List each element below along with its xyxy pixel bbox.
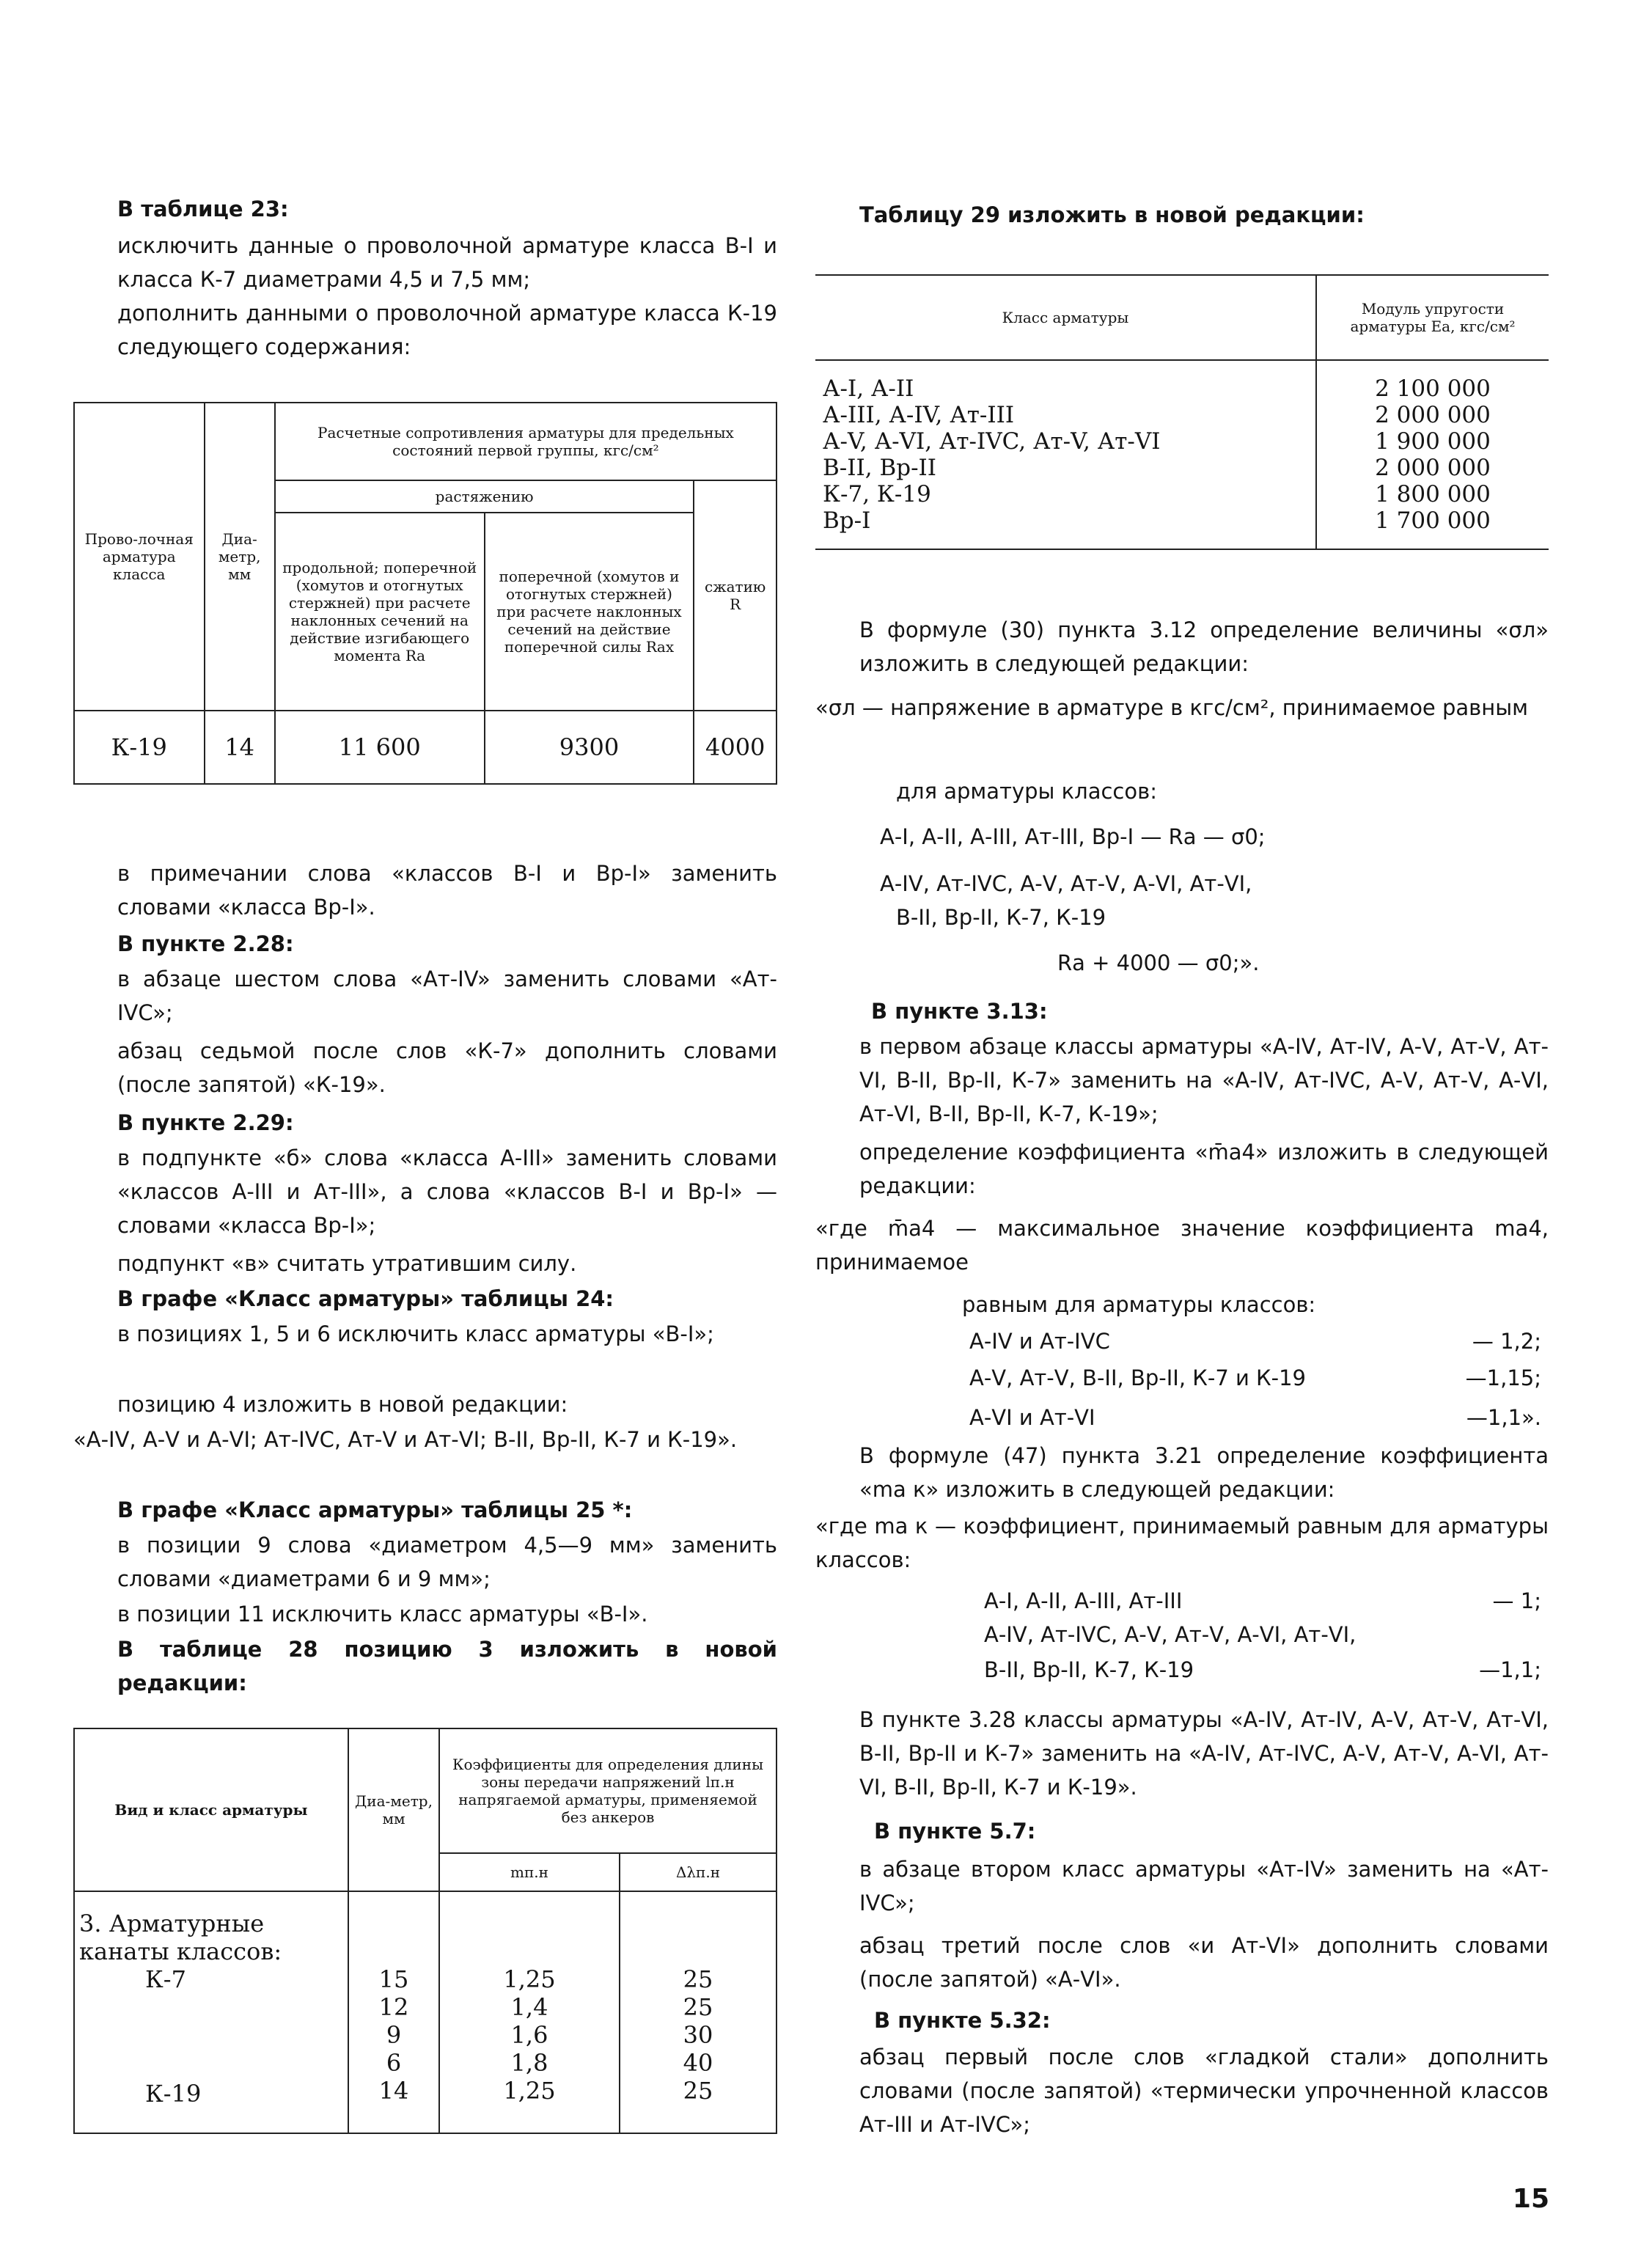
col-header-m: mп.н [439,1853,620,1891]
paragraph: позицию 4 изложить в новой редакции: [117,1392,568,1417]
coef-class: А-VI и Ат-VI [969,1405,1095,1430]
coef-class: А-V, Ат-V, В-II, Вр-II, К-7 и К-19 [969,1365,1307,1390]
heading-table-29: Таблицу 29 изложить в новой редакции: [859,202,1365,227]
paragraph: подпункт «в» считать утратившим силу. [117,1251,577,1276]
coef-row [969,1361,1541,1395]
heading-5-7: В пункте 5.7: [874,1819,1036,1844]
heading-2-29: В пункте 2.29: [117,1110,294,1135]
paragraph: в примечании слова «классов В-I и Вр-I» заменить словами «класса Вр-I». [117,861,777,920]
formula-line: А-I, А-II, А-III, Ат-III, Вр-I — Rа — σ0; [880,824,1266,849]
cell: 14 [205,711,275,784]
paragraph: определение коэффициента «m̄а4» изложить в следующей редакции: [859,1140,1549,1198]
heading-table-24: В графе «Класс арматуры» таблицы 24: [117,1286,614,1311]
cell: 30 [683,2021,713,2049]
paragraph: исключить данные о проволочной арматуре класса В-I и класса К-7 диаметрами 4,5 и 7,5 мм; [117,233,777,292]
col-header-group: Коэффициенты для определения длины зоны передачи напряжений lп.н напрягаемой арматуры, применяемой без анкеров [439,1728,777,1853]
coef-class: В-II, Вр-II, К-7, К-19 [984,1657,1194,1682]
cell: 9300 [485,711,694,784]
coef-row [984,1618,1541,1651]
cell: 25 [683,1993,713,2021]
col-header-group: Расчетные сопротивления арматуры для предельных состояний первой группы, кгс/см² [275,403,777,480]
cell: 40 [683,2049,713,2077]
heading-5-32: В пункте 5.32: [874,2008,1051,2033]
heading-table-25: В графе «Класс арматуры» таблицы 25 *: [117,1497,633,1522]
cell: 1,6 [510,2021,548,2049]
paragraph: абзац седьмой после слов «К-7» дополнить словами (после запятой) «К-19». [117,1038,777,1097]
col-header-dl: Δλп.н [620,1853,777,1891]
cell: 1,25 [503,2077,556,2105]
heading-table-28: В таблице 28 позицию 3 изложить в новой редакции: [117,1637,777,1695]
cell: 1 900 000 [1375,428,1491,455]
coef-row [969,1401,1541,1434]
table-29 [815,274,1549,550]
paragraph: в позициях 1, 5 и 6 исключить класс арматуры «В-I»; [117,1321,714,1346]
cell: 9 [386,2021,402,2049]
cell: 2 000 000 [1375,455,1491,481]
cell: 1 700 000 [1375,507,1491,534]
formula-line: Rа + 4000 — σ0;». [1057,950,1260,975]
row-k7: К-7 [145,1965,186,1993]
coef-class: А-IV и Ат-IVC [969,1329,1110,1354]
cell: 1,25 [503,1965,556,1993]
col-header-class: Прово-лочная арматура класса [74,403,205,711]
coef-class: А-IV, Ат-IVC, А-V, Ат-V, А-VI, Ат-VI, [984,1622,1357,1647]
paragraph: абзац третий после слов «и Ат-VI» дополнить словами (после запятой) «А-VI». [859,1933,1549,1992]
paragraph: для арматуры классов: [896,779,1157,804]
table-row: К-7, К-19 [823,481,931,507]
col-header-kind: Вид и класс арматуры [74,1728,348,1891]
formula-line: В-II, Вр-II, К-7, К-19 [896,905,1106,930]
paragraph: в абзаце шестом слова «Ат-IV» заменить словами «Ат-IVC»; [117,967,777,1025]
table-23 [73,402,777,785]
paragraph: в позиции 11 исключить класс арматуры «В-I». [117,1602,648,1627]
heading-2-28: В пункте 2.28: [117,931,294,956]
coef-row [984,1653,1541,1687]
cell: 4000 [694,711,777,784]
paragraph: «σл — напряжение в арматуре в кгс/см², принимаемое равным [815,695,1528,720]
coef-row [969,1324,1541,1358]
cell: 2 000 000 [1375,402,1491,428]
paragraph: в первом абзаце классы арматуры «А-IV, Ат-IV, А-V, Ат-V, Ат-VI, В-II, Вр-II, К-7» заменить на «А-IV, Ат-IVC, А-V, Ат-V, А-VI, Ат-VI, В-II, Вр-II, К-7, К-19»; [859,1034,1549,1126]
paragraph: В формуле (30) пункта 3.12 определение величины «σл» изложить в следующей редакции: [859,617,1549,676]
table-row: А-I, А-II [823,375,914,402]
coef-value: — 1; [1492,1588,1541,1613]
row-k19: К-19 [145,2080,202,2108]
col-header-diameter: Диа-метр, мм [348,1728,439,1891]
formula-line: А-IV, Ат-IVC, А-V, Ат-V, А-VI, Ат-VI, [880,871,1252,896]
cell: 12 [378,1993,409,2021]
coef-value: —1,15; [1465,1365,1541,1390]
col-header-diameter: Диа-метр, мм [205,403,275,711]
coef-value: — 1,2; [1472,1329,1541,1354]
table-28 [73,1728,777,2134]
paragraph: В формуле (47) пункта 3.21 определение коэффициента «mа к» изложить в следующей редакции: [859,1443,1549,1502]
coef-value: —1,1; [1479,1657,1541,1682]
table-row: А-III, А-IV, Ат-III [823,402,1015,428]
cell: 1,4 [510,1993,548,2021]
col-header-class: Класс арматуры [815,275,1316,360]
page-number: 15 [1512,2184,1549,2214]
col-header-transverse: поперечной (хомутов и отогнутых стержней) при расчете наклонных сечений на действие поперечной силы Rах [485,513,694,711]
cell: 2 100 000 [1375,375,1491,402]
row-title: 3. Арматурные канаты классов: [79,1910,282,1965]
paragraph: «где mа к — коэффициент, принимаемый равным для арматуры классов: [815,1514,1549,1572]
coef-value: —1,1». [1466,1405,1541,1430]
cell: 6 [386,2049,402,2077]
paragraph: абзац первый после слов «гладкой стали» дополнить словами (после запятой) «термически упрочненной классов Ат-III и Ат-IVC»; [859,2045,1549,2137]
paragraph: равным для арматуры классов: [962,1292,1316,1317]
cell: 15 [378,1965,409,1993]
paragraph: дополнить данными о проволочной арматуре класса К-19 следующего содержания: [117,301,777,359]
cell: 11 600 [275,711,485,784]
cell: 25 [683,1965,713,1993]
coef-class: А-I, А-II, А-III, Ат-III [984,1588,1183,1613]
table-row: А-V, А-VI, Ат-IVC, Ат-V, Ат-VI [823,428,1161,455]
heading-table-23: В таблице 23: [117,197,289,221]
paragraph: В пункте 3.28 классы арматуры «А-IV, Ат-IV, А-V, Ат-V, Ат-VI, В-II, Вр-II и К-7» заменить на «А-IV, Ат-IVC, А-V, Ат-V, А-VI, Ат-VI, В-II, Вр-II, К-7 и К-19». [859,1707,1549,1800]
coef-row [984,1584,1541,1618]
paragraph: «где m̄а4 — максимальное значение коэффициента mа4, принимаемое [815,1216,1549,1275]
paragraph: «А-IV, А-V и А-VI; Ат-IVC, Ат-V и Ат-VI; В-II, Вр-II, К-7 и К-19». [73,1427,738,1452]
col-header-compression: сжатию R [694,480,777,711]
cell: К-19 [74,711,205,784]
cell: 25 [683,2077,713,2105]
paragraph: в позиции 9 слова «диаметром 4,5—9 мм» заменить словами «диаметрами 6 и 9 мм»; [117,1533,777,1591]
heading-3-13: В пункте 3.13: [871,999,1048,1024]
col-header-modulus: Модуль упругости арматуры Еа, кгс/см² [1316,275,1549,360]
cell: 1 800 000 [1375,481,1491,507]
table-row: В-II, Вр-II [823,455,937,481]
col-header-tension: растяжению [275,480,694,513]
paragraph: в подпункте «б» слова «класса А-III» заменить словами «классов А-III и Ат-III», а слова «классов В-I и Вр-I» — словами «класса Вр-I»; [117,1145,777,1238]
cell: 14 [378,2077,409,2105]
table-row: Вр-I [823,507,871,534]
cell: 1,8 [510,2049,548,2077]
col-header-longitudinal: продольной; поперечной (хомутов и отогнутых стержней) при расчете наклонных сечений на действие изгибающего момента Rа [275,513,485,711]
paragraph: в абзаце втором класс арматуры «Ат-IV» заменить на «Ат-IVC»; [859,1857,1549,1915]
